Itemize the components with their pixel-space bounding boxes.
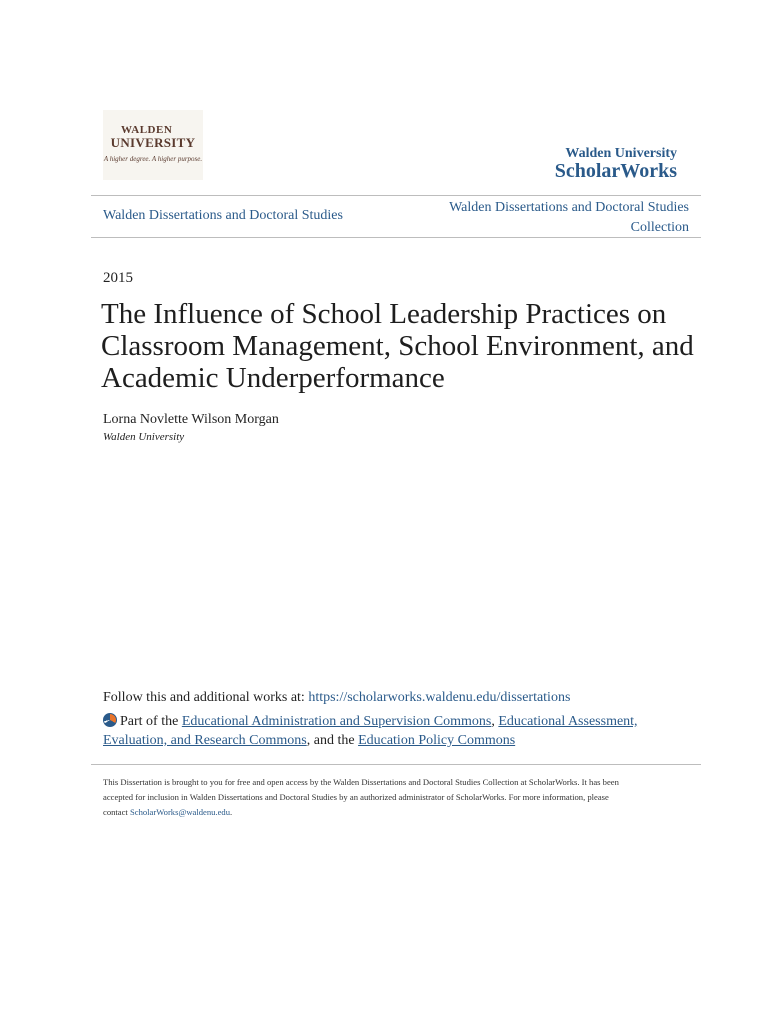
contact-email-link[interactable]: ScholarWorks@waldenu.edu xyxy=(129,807,231,817)
title-line-1: The Influence of School Leadership Practices on xyxy=(101,298,667,330)
commons-link-edu-policy[interactable]: Education Policy Commons xyxy=(358,733,516,748)
scholarworks-university-label: Walden University xyxy=(565,146,677,161)
collection-right-line1: Walden Dissertations and Doctoral Studies xyxy=(449,200,689,215)
logo-university-text: UNIVERSITY xyxy=(110,135,196,150)
header-divider-bottom xyxy=(91,237,701,238)
partof-separator-2: , and the xyxy=(306,733,355,748)
notice-line-3 xyxy=(103,805,673,820)
paper-title xyxy=(101,298,701,394)
walden-logo xyxy=(103,110,203,180)
author-affiliation: Walden University xyxy=(103,431,185,443)
follow-prefix: Follow this and additional works at: xyxy=(103,690,305,705)
notice-contact-suffix: . xyxy=(230,807,233,817)
collection-link-right[interactable] xyxy=(429,198,689,238)
notice-line-1: This Dissertation is brought to you for free and open access by the Walden Dissertations and Doctoral Studies Collection at ScholarWorks. It has been xyxy=(103,777,619,787)
title-line-2: Classroom Management, School Environment, and xyxy=(101,330,694,362)
logo-walden-text: WALDEN xyxy=(121,124,173,136)
title-line-3: Academic Underperformance xyxy=(101,362,445,394)
logo-tagline: A higher degree. A higher purpose. xyxy=(103,155,203,163)
partof-prefix: Part of the xyxy=(120,714,179,729)
commons-link-edu-assessment-b[interactable]: Evaluation, and Research Commons xyxy=(103,733,307,748)
follow-line xyxy=(103,690,570,706)
dissertations-url-link[interactable]: https://scholarworks.waldenu.edu/dissertations xyxy=(308,690,571,705)
access-notice xyxy=(103,775,673,820)
collection-right-line2: Collection xyxy=(630,220,689,235)
notice-line-2: accepted for inclusion in Walden Dissertations and Doctoral Studies by an authorized administrator of ScholarWorks. For more information, please xyxy=(103,792,609,802)
collection-link-left[interactable]: Walden Dissertations and Doctoral Studies xyxy=(103,208,343,223)
partof-separator-1: , xyxy=(491,714,495,729)
network-pie-icon xyxy=(103,713,117,727)
publication-year: 2015 xyxy=(103,270,133,286)
part-of-commons xyxy=(103,712,663,750)
scholarworks-label: ScholarWorks xyxy=(554,160,677,182)
author-name: Lorna Novlette Wilson Morgan xyxy=(103,412,279,427)
notice-contact-prefix: contact xyxy=(103,807,128,817)
header-divider-top xyxy=(91,195,701,196)
notice-divider xyxy=(91,764,701,765)
commons-link-edu-assessment-a[interactable]: Educational Assessment, xyxy=(498,714,638,729)
commons-link-edu-admin[interactable]: Educational Administration and Supervision Commons xyxy=(181,714,492,729)
